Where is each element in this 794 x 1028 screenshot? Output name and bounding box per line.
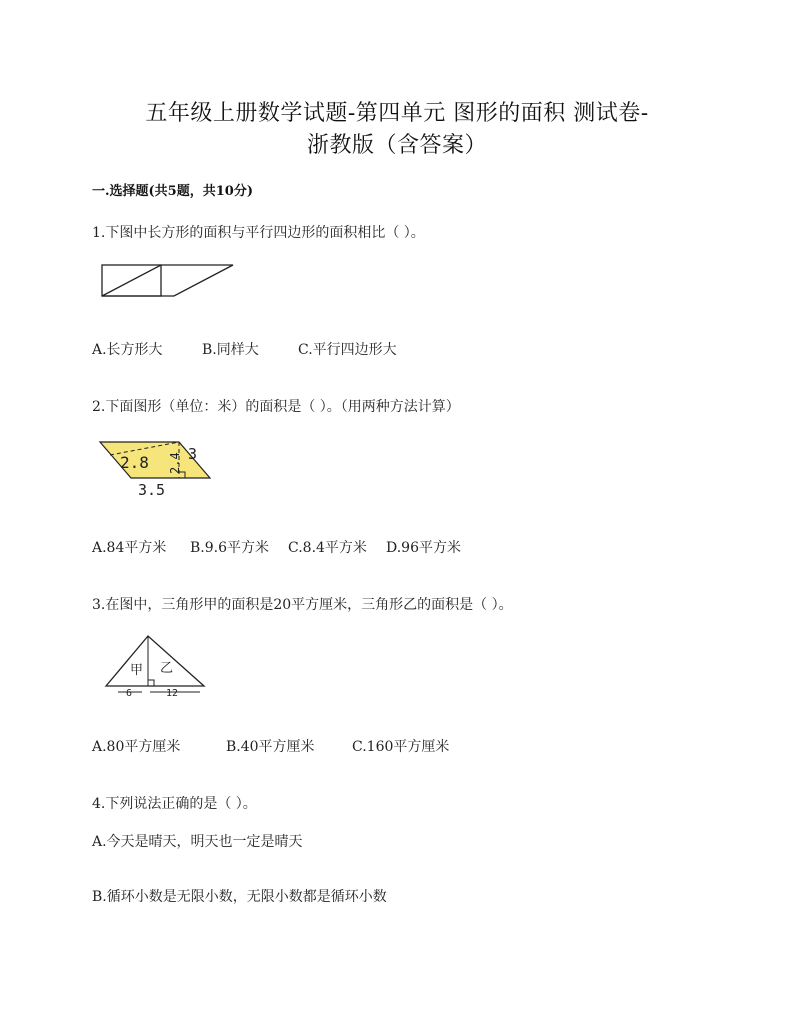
question-2-figure [96,438,216,500]
label-triangle-left: 甲 [130,663,144,678]
label-side-left: 2.8 [120,453,149,472]
right-angle-mark [148,680,154,686]
document-title-line2: 浙教版（含答案） [306,133,487,158]
option-c[interactable]: C.160平方厘米 [352,739,450,755]
question-1-figure [98,262,240,300]
option-d[interactable]: D.96平方米 [386,540,461,556]
question-3-text: 3.在图中，三角形甲的面积是20平方厘米，三角形乙的面积是（ ）。 [92,597,513,613]
document-title-line1: 五年级上册数学试题-第四单元 图形的面积 测试卷- [145,101,649,126]
question-2-text: 2.下面图形（单位：米）的面积是（ ）。（用两种方法计算） [92,399,460,415]
option-a[interactable]: A.80平方厘米 [92,739,181,755]
label-base-right: 12 [166,688,179,699]
section-heading: 一.选择题(共5题，共10分) [92,184,253,199]
label-height: 2.4 [168,452,182,474]
question-3-figure [100,632,210,700]
label-base: 3.5 [138,481,166,499]
label-base-left: 6 [126,688,133,699]
option-b[interactable]: B.9.6平方米 [190,540,270,556]
question-4-text: 4.下列说法正确的是（ ）。 [92,796,257,812]
triangle-shape [106,636,204,686]
question-4-option-a[interactable]: A.今天是晴天，明天也一定是晴天 [92,834,303,850]
question-3-options [92,736,449,756]
option-b[interactable]: B.同样大 [202,342,259,358]
question-4-option-b[interactable]: B.循环小数是无限小数，无限小数都是循环小数 [92,889,387,905]
question-1-text: 1.下图中长方形的面积与平行四边形的面积相比（ ）。 [92,225,425,241]
question-1-options [92,339,397,359]
option-c[interactable]: C.平行四边形大 [298,342,397,358]
label-triangle-right: 乙 [160,661,174,676]
option-b[interactable]: B.40平方厘米 [226,739,315,755]
question-2-options [92,537,461,557]
option-a[interactable]: A.84平方米 [92,540,167,556]
label-side-right: 3 [188,445,198,463]
option-c[interactable]: C.8.4平方米 [288,540,367,556]
parallelogram-shape [102,265,233,296]
option-a[interactable]: A.长方形大 [92,342,163,358]
